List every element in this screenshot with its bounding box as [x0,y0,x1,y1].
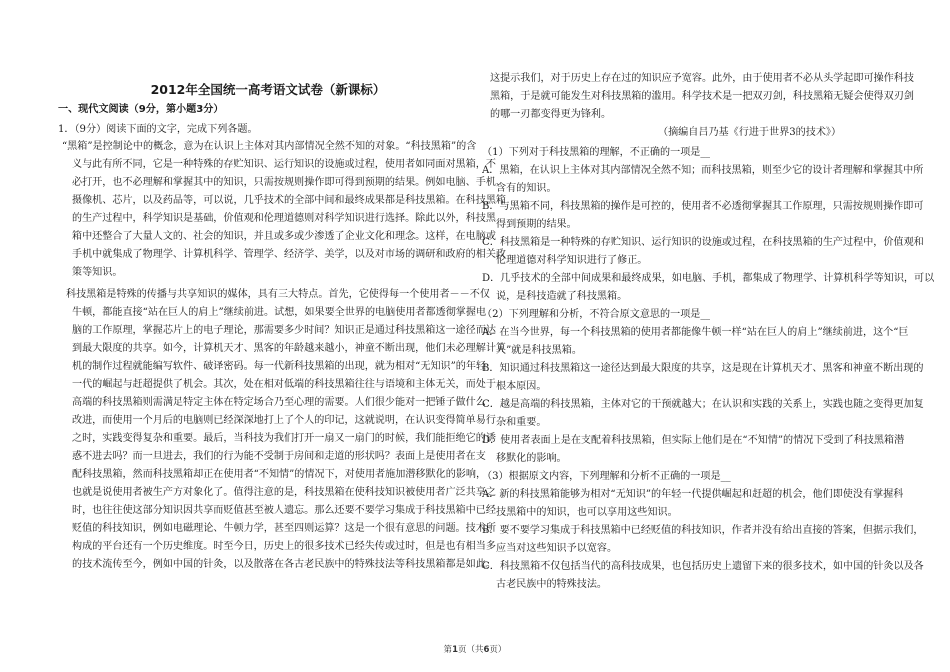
passage-line: 的生产过程中，科学知识是基础，价值观和伦理道德则对科学知识进行选择。除此以外，科技黑 [72,213,496,224]
option-b-cont: 根本原因。 [496,381,547,392]
option-d: D．几乎技术的全部中间成果和最终成果，如电脑、手机，都集成了物理学、计算机科学等知识，可以 [482,273,935,284]
passage-line: 科技黑箱是特殊的传播与共享知识的媒体，具有三大特点。首先，它使得每一个使用者－－不仅 [66,289,490,300]
option-c-cont: 古老民族中的特殊技法。 [496,579,608,590]
passage-line: 到最大限度的共享。如今，计算机天才、黑客的年龄越来越小，神童不断出现，他们未必理解计算 [72,343,507,354]
passage-line: 的哪一刃都变得更为锋利。 [490,109,612,120]
option-c-cont: 杂和重要。 [496,417,547,428]
option-a: A．在当今世界，每一个科技黑箱的使用者都能像牛顿一样“站在巨人的肩上”继续前进，这个“巨 [482,327,909,338]
option-c-cont: 伦理道德对科学知识进行了修正。 [496,255,648,266]
passage-line: 惑不进去吗？而一旦进去，我们的行为能不受制于房间和走道的形状吗？表面上是使用者在支 [72,451,486,462]
option-a-cont: 技黑箱中的知识，也可以享用这些知识。 [496,507,678,518]
passage-line: 摄像机、芯片，以及药品等，可以说，几乎技术的全部中间和最终成果都是科技黑箱。在科技黑箱 [72,195,507,206]
question-stem: （1）下列对于科技黑箱的理解，不正确的一项是__ [482,147,711,158]
passage-line: 一代的崛起与赶超提供了机会。其次，处在相对低端的科技黑箱往往与语境和主体无关，而处于 [72,379,496,390]
page-number: 1 [452,645,458,655]
option-a: A．黑箱，在认识上主体对其内部情况全然不知；而科技黑箱，则至少它的设计者理解和掌握其中所 [482,165,924,176]
passage-line: 手机中就集成了物理学、计算机科学、管理学、经济学、美学，以及对市场的调研和政府的相关政 [72,249,507,260]
option-b-cont: 得到预期的结果。 [496,219,577,230]
passage-line: 高端的科技黑箱则需满足特定主体在特定场合乃至心理的需要。人们很少能对一把锤子做什么 [72,397,486,408]
footer-suffix: 页） [489,645,507,655]
passage-line: 的技术流传至今，例如中国的针灸，以及散落在各古老民族中的特殊技法等科技黑箱都是如此。 [72,559,496,570]
passage-line: 也就是说使用者被生产方对象化了。值得注意的是，科技黑箱在使科技知识被使用者广泛共享之 [72,487,496,498]
passage-line: 义与此有所不同，它是一种特殊的存贮知识、运行知识的设施或过程，使用者如同面对黑箱，不 [72,159,496,170]
option-c: C．科技黑箱是一种特殊的存贮知识、运行知识的设施或过程，在科技黑箱的生产过程中，价值观和 [482,237,924,248]
passage-line: 脑的工作原理，掌握芯片上的电子理论，那需要多少时间？知识正是通过科技黑箱这一途径而达 [72,325,496,336]
source-citation: （摘编自吕乃基《行进于世界3的技术》） [658,127,842,138]
page-footer [0,643,950,655]
option-a-cont: 人”就是科技黑箱。 [496,345,582,356]
question-stem: （3）根据原文内容，下列理解和分析不正确的一项是__ [482,471,731,482]
option-b: B．要不要学习集成于科技黑箱中已经贬值的科技知识，作者并没有给出直接的答案，但据示我们， [482,525,924,536]
option-b: B．知识通过科技黑箱这一途径达到最大限度的共享，这是现在计算机天才、黑客和神童不断出现的 [482,363,924,374]
option-c: C．科技黑箱不仅包括当代的高科技成果，也包括历史上遗留下来的很多技术，如中国的针灸以及各 [482,561,924,572]
option-b-cont: 应当对这些知识予以宽容。 [496,543,618,554]
passage-line: 这提示我们，对于历史上存在过的知识应予宽容。此外，由于使用者不必从头学起即可操作科技 [490,73,914,84]
option-d-cont: 移默化的影响。 [496,453,567,464]
passage-line: 改进，而使用一个月后的电脑则已经深深地打上了个人的印记，这就说明，在认识变得简单易行 [72,415,496,426]
passage-line: 必打开，也不必理解和掌握其中的知识，只需按规则操作即可得到预期的结果。例如电脑、手机、 [72,177,507,188]
passage-line: 配科技黑箱，然而科技黑箱却正在使用者“不知情”的情况下，对使用者施加潜移默化的影响， [72,469,487,480]
question-stem: （2）下列理解和分析，不符合原文意思的一项是__ [482,309,711,320]
option-a-cont: 含有的知识。 [496,183,557,194]
passage-line: 策等知识。 [72,267,123,278]
passage-line: 贬值的科技知识，例如电磁理论、牛顿力学，甚至四则运算？这是一个很有意思的问题。技术所 [72,523,496,534]
total-pages: 6 [483,645,490,655]
option-b: B．与黑箱不同，科技黑箱的操作是可控的，使用者不必透彻掌握其工作原理，只需按规则操作即可 [482,201,924,212]
footer-middle: 页（共 [457,645,484,655]
question-intro: 1．（9分）阅读下面的文字，完成下列各题。 [58,124,258,135]
page-title: 2012年全国统一高考语文试卷（新课标） [150,82,386,97]
section-heading: 一、现代文阅读（9分，第小题3分） [58,104,224,115]
footer-prefix: 第 [443,645,453,655]
option-d: D．使用者表面上是在支配着科技黑箱，但实际上他们是在“不知情”的情况下受到了科技黑箱潜 [482,435,905,446]
passage-line: 黑箱，于是就可能发生对科技黑箱的滥用。科学技术是一把双刃剑，科技黑箱无疑会使得双刃剑 [490,91,914,102]
passage-line: 牛顿，都能直接“站在巨人的肩上”继续前进。试想，如果要全世界的电脑使用者都透彻掌握电 [72,307,487,318]
option-a: A．新的科技黑箱能够为相对“无知识”的年轻一代提供崛起和赶超的机会，他们即使没有掌握科 [482,489,904,500]
passage-line: 时，也往往使这部分知识因共享而贬值甚至被人遗忘。那么还要不要学习集成于科技黑箱中已经 [72,505,496,516]
option-d-cont: 说，是科技造就了科技黑箱。 [496,291,628,302]
passage-line: 构成的平台还有一个历史维度。时至今日，历史上的很多技术已经失传或过时，但是也有相当多 [72,541,496,552]
passage-line: 之时，实践变得复杂和重要。最后，当科技为我们打开一扇又一扇门的时候，我们能拒绝它的诱 [72,433,496,444]
option-c: C．越是高端的科技黑箱，主体对它的干预就越大；在认识和实践的关系上，实践也随之变得更加复 [482,399,924,410]
passage-line: 机的制作过程就能编写软件、破译密码。每一代新科技黑箱的出现，就为相对“无知识”的年轻 [72,361,487,372]
passage-line: “黑箱”是控制论中的概念，意为在认识上主体对其内部情况全然不知的对象。“科技黑箱”的含 [62,141,477,152]
passage-line: 箱中还整合了大量人文的、社会的知识，并且或多或少渗透了企业文化和理念。这样，在电脑或 [72,231,496,242]
